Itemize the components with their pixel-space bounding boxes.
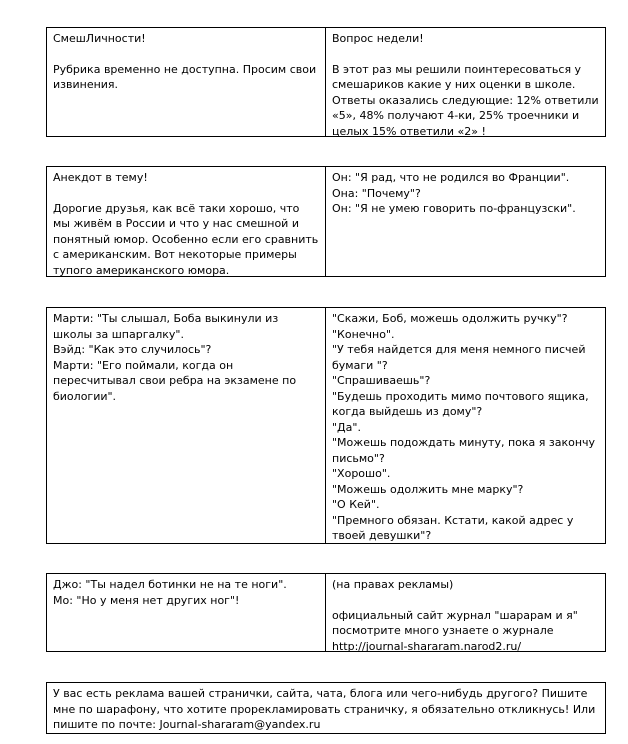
joke-line: "Хорошо". [332,467,391,480]
marti-joke-cell [47,308,326,543]
joke-line: "Будешь проходить мимо почтового ящика, когда выйдешь из дому"? [332,389,589,418]
question-of-week-text: В этот раз мы решили поинтересоваться у смешариков какие у них оценки в школе. Ответы оказались следующие: 12% ответили «5», 48% получают 4-ки, 25% троечники и целых 15% ответили «2» ! [332,62,599,138]
row-1-table [46,27,606,137]
joke-line: "О Кей". [332,498,380,511]
joke-line: "Можешь подождать минуту, пока я закончу письмо"? [332,436,596,465]
smeshlichnosti-cell [47,28,326,136]
joke-line: Джо: "Ты надел ботинки не на те ноги". [53,578,287,591]
joke-line: Он: "Я не умею говорить по-французски". [332,202,576,215]
bob-joke-cell [326,308,605,543]
joke-line: биологии". [53,389,117,403]
question-of-week-cell [326,28,605,136]
joke-line: "Скажи, Боб, можешь одолжить ручку"? [332,312,568,325]
joke-line: Он: "Я рад, что не родился во Франции". [332,171,570,184]
row-2-table [46,166,606,277]
row-3-table [46,307,606,544]
joke-intro-title: Анекдот в тему! [53,171,148,184]
joke-line: Вэйд: "Как это случилось"? [53,343,212,356]
joke-line: Марти: "Ты слышал, Боба выкинули из школы за шпаргалку". [53,312,279,341]
joe-joke-cell [47,574,326,651]
contact-text: У вас есть реклама вашей странички, сайта, чата, блога или чего-нибудь другого? Пишите мне по шарафону, что хотите прорекламировать страничку, я обязательно откликнусь! Или пишите по почте: Journal-shararam@yandex.ru [53,687,596,731]
joke-intro-cell [47,167,326,276]
joke-line: "Премного обязан. Кстати, какой адрес у твоей девушки"? [332,513,574,542]
advertisement-cell [326,574,605,651]
joke-line: Марти: "Его поймали, когда он пересчитывал свои ребра на экзамене по [53,358,297,387]
advertisement-title: (на правах рекламы) [332,578,454,591]
joke-line: "Спрашиваешь"? [332,374,431,387]
smeshlichnosti-text: Рубрика временно не доступна. Просим свои извинения. [53,62,317,91]
advertisement-text: официальный сайт журнал "шарарам и я" посмотрите много узнаете о журнале [332,608,578,637]
joke-france-cell [326,167,605,276]
question-of-week-title: Вопрос недели! [332,32,424,45]
joke-intro-text: Дорогие друзья, как всё таки хорошо, что мы живём в России и что у нас смешной и понятный юмор. Особенно если его сравнить с американским. Вот некоторые примеры тупого американского юмора. [53,201,319,277]
joke-line: "У тебя найдется для меня немного писчей бумаги "? [332,343,586,372]
row-4-table [46,573,606,652]
contact-cell [47,683,605,733]
joke-line: "Можешь одолжить мне марку"? [332,482,524,496]
joke-line: "Да". [332,420,361,434]
smeshlichnosti-title: СмешЛичности! [53,32,146,45]
joke-line: Мо: "Но у меня нет других ног"! [53,593,240,607]
contact-table [46,682,606,734]
journal-website-link[interactable]: http://journal-shararam.narod2.ru/ [332,639,522,653]
joke-line: "Конечно". [332,327,395,341]
joke-line: Она: "Почему"? [332,186,421,200]
